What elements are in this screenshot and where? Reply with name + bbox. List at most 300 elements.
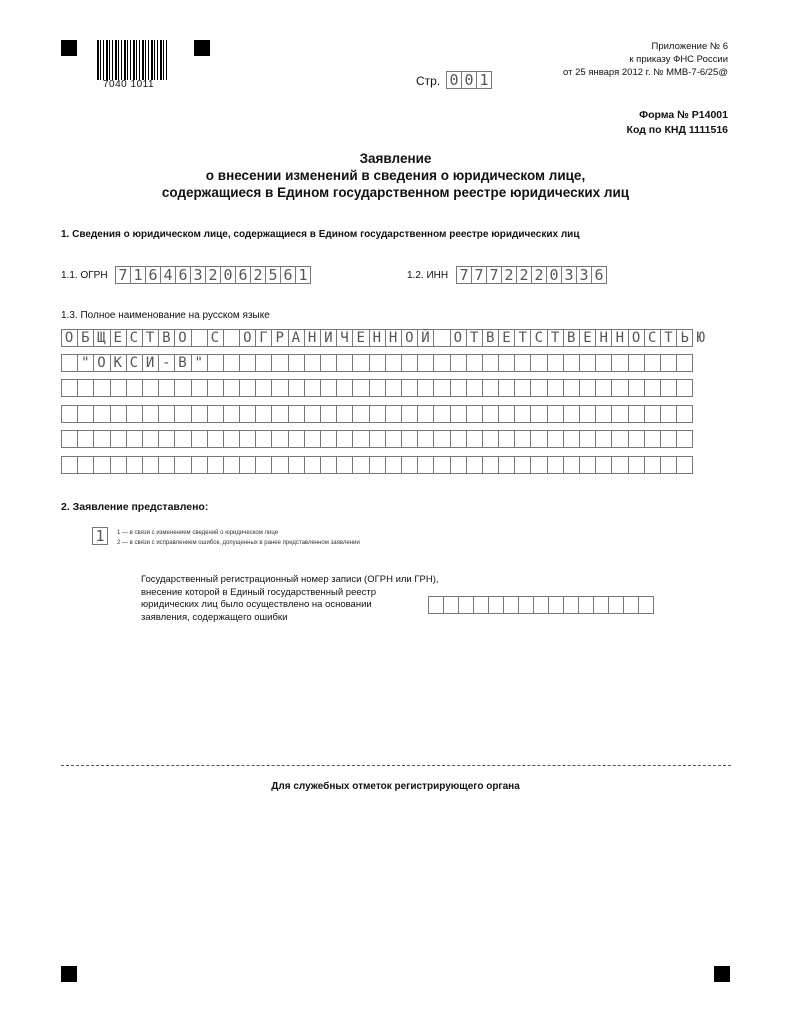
char-cell[interactable] xyxy=(514,329,531,347)
char-cell[interactable]: 3 xyxy=(190,266,206,284)
char-cell[interactable] xyxy=(547,456,564,474)
char-cell[interactable] xyxy=(417,379,434,397)
char-cell[interactable] xyxy=(191,430,208,448)
char-cell[interactable] xyxy=(498,379,515,397)
char-cell[interactable] xyxy=(466,430,483,448)
char-cell[interactable] xyxy=(482,329,499,347)
char-cell[interactable] xyxy=(498,430,515,448)
char-cell[interactable] xyxy=(676,379,693,397)
char-cell[interactable]: 7 xyxy=(115,266,131,284)
char-cell[interactable] xyxy=(110,405,127,423)
char-cell[interactable] xyxy=(207,379,224,397)
char-cell[interactable] xyxy=(191,354,208,372)
char-cell[interactable] xyxy=(611,379,628,397)
char-cell[interactable] xyxy=(207,430,224,448)
char-cell[interactable] xyxy=(514,405,531,423)
char-cell[interactable]: 7 xyxy=(456,266,472,284)
char-cell[interactable] xyxy=(482,405,499,423)
char-cell[interactable] xyxy=(563,379,580,397)
char-cell[interactable] xyxy=(336,379,353,397)
char-cell[interactable] xyxy=(385,456,402,474)
char-cell[interactable] xyxy=(660,329,677,347)
char-cell[interactable] xyxy=(488,596,504,614)
page-label: Стр. xyxy=(416,74,441,88)
char-cell[interactable] xyxy=(611,405,628,423)
char-cell[interactable] xyxy=(450,456,467,474)
char-cell[interactable] xyxy=(644,430,661,448)
char-cell[interactable] xyxy=(676,405,693,423)
char-cell[interactable] xyxy=(514,456,531,474)
char-cell[interactable] xyxy=(628,354,645,372)
char-cell[interactable] xyxy=(628,405,645,423)
char-cell[interactable] xyxy=(433,405,450,423)
official-marks-label: Для служебных отметок регистрирующего органа xyxy=(271,781,520,792)
char-cell[interactable] xyxy=(77,430,94,448)
char-cell[interactable]: 2 xyxy=(531,266,547,284)
char-cell[interactable] xyxy=(385,354,402,372)
char-cell[interactable] xyxy=(608,596,624,614)
char-cell[interactable] xyxy=(401,329,418,347)
section2-heading: 2. Заявление представлено: xyxy=(61,501,209,513)
cut-line xyxy=(61,765,731,766)
char-cell[interactable] xyxy=(336,405,353,423)
char-cell[interactable] xyxy=(142,456,159,474)
knd-code: Код по КНД 1111516 xyxy=(626,124,728,136)
char-cell[interactable] xyxy=(644,379,661,397)
char-cell[interactable] xyxy=(126,354,143,372)
char-cell[interactable] xyxy=(352,379,369,397)
char-cell[interactable] xyxy=(352,405,369,423)
char-cell[interactable] xyxy=(93,379,110,397)
char-cell[interactable] xyxy=(547,405,564,423)
char-cell[interactable] xyxy=(174,405,191,423)
char-cell[interactable] xyxy=(660,430,677,448)
char-cell[interactable] xyxy=(336,354,353,372)
char-cell[interactable] xyxy=(530,354,547,372)
char-cell[interactable] xyxy=(417,329,434,347)
char-cell[interactable] xyxy=(77,354,94,372)
char-cell[interactable] xyxy=(595,430,612,448)
char-cell[interactable] xyxy=(352,329,369,347)
char-cell[interactable] xyxy=(304,405,321,423)
char-cell[interactable]: 0 xyxy=(546,266,562,284)
char-cell[interactable] xyxy=(93,430,110,448)
char-cell[interactable]: 6 xyxy=(175,266,191,284)
char-cell[interactable] xyxy=(239,430,256,448)
char-cell[interactable] xyxy=(304,329,321,347)
name-row[interactable] xyxy=(61,354,692,372)
char-cell[interactable] xyxy=(352,430,369,448)
char-cell[interactable] xyxy=(223,430,240,448)
char-cell[interactable] xyxy=(320,405,337,423)
char-cell[interactable] xyxy=(271,430,288,448)
char-cell[interactable] xyxy=(548,596,564,614)
char-cell[interactable] xyxy=(530,456,547,474)
char-cell[interactable]: 6 xyxy=(235,266,251,284)
char-cell[interactable] xyxy=(466,354,483,372)
char-cell[interactable] xyxy=(623,596,639,614)
char-cell[interactable] xyxy=(158,430,175,448)
char-cell[interactable] xyxy=(450,354,467,372)
title-line: о внесении изменений в сведения о юридическом лице, xyxy=(205,168,586,183)
char-cell[interactable] xyxy=(61,430,78,448)
char-cell[interactable] xyxy=(223,456,240,474)
name-row[interactable] xyxy=(61,456,692,474)
char-cell[interactable] xyxy=(579,329,596,347)
char-cell[interactable] xyxy=(433,354,450,372)
char-cell[interactable]: 2 xyxy=(205,266,221,284)
char-cell[interactable] xyxy=(578,596,594,614)
char-cell[interactable] xyxy=(450,430,467,448)
char-cell[interactable] xyxy=(191,405,208,423)
char-cell[interactable]: 0 xyxy=(220,266,236,284)
char-cell[interactable] xyxy=(514,430,531,448)
char-cell[interactable] xyxy=(518,596,534,614)
char-cell[interactable] xyxy=(239,456,256,474)
char-cell[interactable] xyxy=(466,456,483,474)
char-cell[interactable] xyxy=(304,430,321,448)
char-cell[interactable] xyxy=(158,405,175,423)
char-cell[interactable] xyxy=(255,354,272,372)
char-cell[interactable] xyxy=(563,596,579,614)
char-cell[interactable] xyxy=(473,596,489,614)
char-cell[interactable] xyxy=(563,329,580,347)
ogrn-field[interactable] xyxy=(115,266,310,284)
char-cell[interactable] xyxy=(498,405,515,423)
char-cell[interactable] xyxy=(547,430,564,448)
char-cell[interactable] xyxy=(417,405,434,423)
char-cell[interactable]: 4 xyxy=(160,266,176,284)
char-cell[interactable] xyxy=(207,456,224,474)
char-cell[interactable] xyxy=(174,354,191,372)
char-cell[interactable] xyxy=(352,354,369,372)
char-cell[interactable] xyxy=(369,354,386,372)
char-cell[interactable] xyxy=(174,430,191,448)
char-cell[interactable] xyxy=(77,329,94,347)
char-cell[interactable] xyxy=(530,379,547,397)
char-cell[interactable] xyxy=(61,329,78,347)
char-cell[interactable] xyxy=(401,430,418,448)
char-cell[interactable] xyxy=(433,456,450,474)
char-cell[interactable]: 0 xyxy=(446,71,462,89)
grn-label-line: заявления, содержащего ошибки xyxy=(141,611,288,623)
char-cell[interactable] xyxy=(482,354,499,372)
char-cell[interactable] xyxy=(174,329,191,347)
char-cell[interactable] xyxy=(676,354,693,372)
char-cell[interactable] xyxy=(110,354,127,372)
char-cell[interactable]: 3 xyxy=(576,266,592,284)
char-cell[interactable] xyxy=(401,405,418,423)
char-cell[interactable] xyxy=(288,430,305,448)
char-cell[interactable] xyxy=(593,596,609,614)
char-cell[interactable] xyxy=(77,379,94,397)
char-cell[interactable] xyxy=(288,329,305,347)
name-row-text: "ОКСИ-В" xyxy=(64,355,211,371)
char-cell[interactable] xyxy=(676,456,693,474)
statement-type-field[interactable] xyxy=(92,527,107,545)
char-cell[interactable] xyxy=(223,354,240,372)
char-cell[interactable] xyxy=(271,354,288,372)
char-cell[interactable] xyxy=(628,379,645,397)
char-cell[interactable] xyxy=(142,430,159,448)
char-cell[interactable] xyxy=(207,405,224,423)
char-cell[interactable] xyxy=(77,405,94,423)
char-cell[interactable] xyxy=(417,456,434,474)
char-cell[interactable] xyxy=(579,354,596,372)
char-cell[interactable] xyxy=(255,405,272,423)
char-cell[interactable] xyxy=(239,405,256,423)
name-row[interactable] xyxy=(61,405,692,423)
char-cell[interactable] xyxy=(158,379,175,397)
char-cell[interactable] xyxy=(450,379,467,397)
inn-field[interactable] xyxy=(456,266,606,284)
char-cell[interactable] xyxy=(458,596,474,614)
char-cell[interactable] xyxy=(503,596,519,614)
char-cell[interactable] xyxy=(530,430,547,448)
char-cell[interactable] xyxy=(369,329,386,347)
char-cell[interactable] xyxy=(428,596,444,614)
char-cell[interactable] xyxy=(466,405,483,423)
char-cell[interactable] xyxy=(498,354,515,372)
char-cell[interactable] xyxy=(142,379,159,397)
char-cell[interactable] xyxy=(288,354,305,372)
char-cell[interactable] xyxy=(530,405,547,423)
char-cell[interactable] xyxy=(223,329,240,347)
char-cell[interactable] xyxy=(288,405,305,423)
char-cell[interactable] xyxy=(660,354,677,372)
char-cell[interactable] xyxy=(595,405,612,423)
char-cell[interactable] xyxy=(514,379,531,397)
char-cell[interactable] xyxy=(320,430,337,448)
char-cell[interactable] xyxy=(385,405,402,423)
char-cell[interactable] xyxy=(93,405,110,423)
name-label: 1.3. Полное наименование на русском языке xyxy=(61,310,270,321)
char-cell[interactable] xyxy=(61,405,78,423)
char-cell[interactable] xyxy=(239,379,256,397)
char-cell[interactable] xyxy=(271,456,288,474)
char-cell[interactable] xyxy=(466,329,483,347)
char-cell[interactable] xyxy=(443,596,459,614)
char-cell[interactable]: 1 xyxy=(476,71,492,89)
char-cell[interactable] xyxy=(61,354,78,372)
char-cell[interactable] xyxy=(126,405,143,423)
char-cell[interactable] xyxy=(142,329,159,347)
title-line: содержащиеся в Едином государственном реестре юридических лиц xyxy=(161,185,630,200)
char-cell[interactable] xyxy=(644,405,661,423)
char-cell[interactable] xyxy=(595,456,612,474)
char-cell[interactable] xyxy=(676,329,693,347)
char-cell[interactable] xyxy=(628,329,645,347)
char-cell[interactable] xyxy=(611,329,628,347)
char-cell[interactable]: 1 xyxy=(92,527,108,545)
char-cell[interactable]: 6 xyxy=(145,266,161,284)
char-cell[interactable] xyxy=(433,430,450,448)
char-cell[interactable] xyxy=(320,379,337,397)
char-cell[interactable] xyxy=(110,379,127,397)
char-cell[interactable] xyxy=(304,379,321,397)
char-cell[interactable] xyxy=(644,329,661,347)
char-cell[interactable] xyxy=(563,405,580,423)
char-cell[interactable] xyxy=(595,354,612,372)
char-cell[interactable] xyxy=(271,329,288,347)
grn-field[interactable] xyxy=(428,596,653,614)
char-cell[interactable] xyxy=(255,456,272,474)
char-cell[interactable] xyxy=(638,596,654,614)
char-cell[interactable] xyxy=(482,456,499,474)
char-cell[interactable] xyxy=(533,596,549,614)
char-cell[interactable] xyxy=(369,456,386,474)
char-cell[interactable] xyxy=(385,430,402,448)
char-cell[interactable] xyxy=(660,405,677,423)
char-cell[interactable] xyxy=(77,456,94,474)
char-cell[interactable] xyxy=(660,456,677,474)
char-cell[interactable] xyxy=(547,354,564,372)
char-cell[interactable] xyxy=(611,430,628,448)
char-cell[interactable] xyxy=(320,329,337,347)
char-cell[interactable] xyxy=(385,329,402,347)
char-cell[interactable] xyxy=(174,379,191,397)
char-cell[interactable]: 5 xyxy=(265,266,281,284)
char-cell[interactable] xyxy=(158,456,175,474)
name-row[interactable] xyxy=(61,329,713,347)
inn-label: 1.2. ИНН xyxy=(407,270,449,281)
char-cell[interactable]: 1 xyxy=(130,266,146,284)
char-cell[interactable] xyxy=(433,329,450,347)
char-cell[interactable] xyxy=(336,430,353,448)
char-cell[interactable] xyxy=(433,379,450,397)
char-cell[interactable] xyxy=(466,379,483,397)
char-cell[interactable] xyxy=(93,456,110,474)
char-cell[interactable] xyxy=(191,329,208,347)
char-cell[interactable] xyxy=(563,456,580,474)
char-cell[interactable]: 2 xyxy=(250,266,266,284)
char-cell[interactable] xyxy=(239,329,256,347)
char-cell[interactable] xyxy=(191,456,208,474)
name-row[interactable] xyxy=(61,379,692,397)
char-cell[interactable] xyxy=(660,379,677,397)
char-cell[interactable] xyxy=(271,379,288,397)
char-cell[interactable] xyxy=(255,379,272,397)
char-cell[interactable] xyxy=(644,456,661,474)
char-cell[interactable] xyxy=(498,329,515,347)
char-cell[interactable] xyxy=(223,405,240,423)
char-cell[interactable] xyxy=(401,379,418,397)
char-cell[interactable] xyxy=(498,456,515,474)
char-cell[interactable]: 6 xyxy=(591,266,607,284)
char-cell[interactable] xyxy=(255,329,272,347)
char-cell[interactable] xyxy=(579,430,596,448)
char-cell[interactable] xyxy=(450,405,467,423)
char-cell[interactable] xyxy=(320,354,337,372)
char-cell[interactable]: 0 xyxy=(461,71,477,89)
char-cell[interactable] xyxy=(110,456,127,474)
char-cell[interactable] xyxy=(336,456,353,474)
char-cell[interactable]: 2 xyxy=(516,266,532,284)
char-cell[interactable] xyxy=(142,354,159,372)
char-cell[interactable] xyxy=(158,329,175,347)
char-cell[interactable] xyxy=(401,354,418,372)
char-cell[interactable] xyxy=(611,456,628,474)
char-cell[interactable] xyxy=(93,329,110,347)
char-cell[interactable]: 7 xyxy=(471,266,487,284)
char-cell[interactable] xyxy=(271,405,288,423)
char-cell[interactable]: 2 xyxy=(501,266,517,284)
char-cell[interactable] xyxy=(611,354,628,372)
char-cell[interactable] xyxy=(255,430,272,448)
char-cell[interactable] xyxy=(385,379,402,397)
char-cell[interactable] xyxy=(547,379,564,397)
char-cell[interactable] xyxy=(369,430,386,448)
char-cell[interactable] xyxy=(288,379,305,397)
char-cell[interactable] xyxy=(110,329,127,347)
char-cell[interactable] xyxy=(369,379,386,397)
char-cell[interactable] xyxy=(579,405,596,423)
char-cell[interactable] xyxy=(61,456,78,474)
char-cell[interactable] xyxy=(304,456,321,474)
char-cell[interactable] xyxy=(628,456,645,474)
page-number-field[interactable] xyxy=(446,71,491,89)
char-cell[interactable] xyxy=(628,430,645,448)
char-cell[interactable] xyxy=(223,379,240,397)
char-cell[interactable] xyxy=(369,405,386,423)
char-cell[interactable] xyxy=(644,354,661,372)
char-cell[interactable]: 7 xyxy=(486,266,502,284)
grn-label-line: внесение которой в Единый государственный реестр xyxy=(141,586,377,598)
char-cell[interactable] xyxy=(207,354,224,372)
char-cell[interactable] xyxy=(61,379,78,397)
char-cell[interactable] xyxy=(174,456,191,474)
char-cell[interactable] xyxy=(110,430,127,448)
name-row[interactable] xyxy=(61,430,692,448)
char-cell[interactable] xyxy=(142,405,159,423)
char-cell[interactable] xyxy=(126,430,143,448)
char-cell[interactable] xyxy=(320,456,337,474)
char-cell[interactable] xyxy=(450,329,467,347)
char-cell[interactable] xyxy=(417,430,434,448)
char-cell[interactable] xyxy=(158,354,175,372)
char-cell[interactable] xyxy=(579,379,596,397)
char-cell[interactable] xyxy=(401,456,418,474)
char-cell[interactable]: 3 xyxy=(561,266,577,284)
char-cell[interactable] xyxy=(126,329,143,347)
char-cell[interactable] xyxy=(352,456,369,474)
char-cell[interactable]: 1 xyxy=(295,266,311,284)
char-cell[interactable] xyxy=(563,354,580,372)
char-cell[interactable] xyxy=(547,329,564,347)
char-cell[interactable] xyxy=(676,430,693,448)
char-cell[interactable] xyxy=(93,354,110,372)
char-cell[interactable] xyxy=(579,456,596,474)
char-cell[interactable] xyxy=(336,329,353,347)
char-cell[interactable] xyxy=(514,354,531,372)
char-cell[interactable] xyxy=(191,379,208,397)
char-cell[interactable] xyxy=(126,379,143,397)
char-cell[interactable] xyxy=(207,329,224,347)
char-cell[interactable] xyxy=(239,354,256,372)
char-cell[interactable] xyxy=(482,430,499,448)
char-cell[interactable] xyxy=(595,329,612,347)
char-cell[interactable] xyxy=(304,354,321,372)
char-cell[interactable] xyxy=(530,329,547,347)
char-cell[interactable] xyxy=(417,354,434,372)
char-cell[interactable] xyxy=(288,456,305,474)
char-cell[interactable] xyxy=(595,379,612,397)
char-cell[interactable]: 6 xyxy=(280,266,296,284)
char-cell[interactable] xyxy=(563,430,580,448)
char-cell[interactable] xyxy=(482,379,499,397)
char-cell[interactable] xyxy=(126,456,143,474)
form-code xyxy=(627,108,728,138)
